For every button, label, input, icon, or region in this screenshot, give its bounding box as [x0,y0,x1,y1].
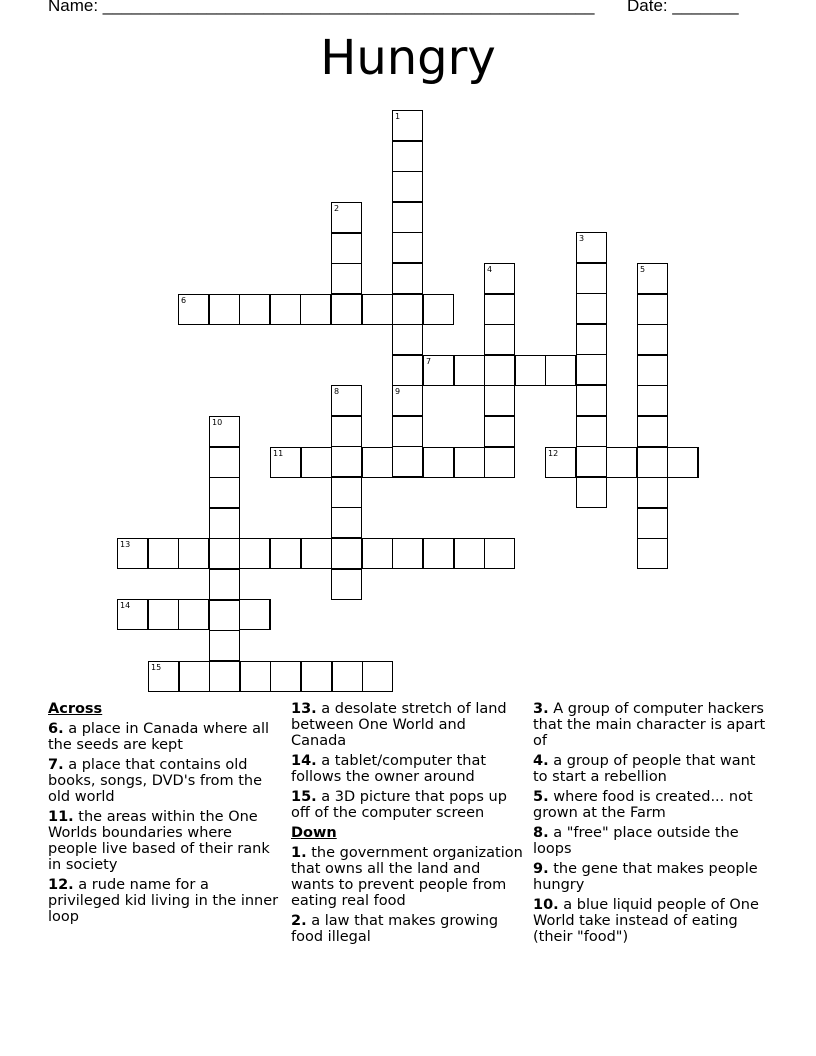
crossword-cell[interactable] [576,416,607,447]
crossword-cell[interactable] [331,477,362,508]
crossword-cell[interactable] [637,355,668,386]
crossword-cell[interactable] [331,233,362,264]
crossword-cell[interactable] [239,538,270,569]
crossword-cell[interactable] [392,416,423,447]
crossword-cell[interactable] [392,232,423,263]
crossword-cell[interactable] [576,477,607,508]
crossword-cell[interactable] [301,447,332,478]
crossword-cell[interactable] [209,538,240,569]
clue-down-4: 4. a group of people that want to start a rebellion [533,753,756,785]
crossword-cell[interactable] [148,599,179,630]
clue-column-3 [533,701,769,949]
crossword-cell[interactable] [362,661,393,692]
crossword-cell[interactable] [209,600,240,631]
crossword-cell[interactable] [576,446,607,477]
across-heading: Across [48,701,103,717]
clue-down-9: 9. the gene that makes people hungry [533,861,758,893]
crossword-cell[interactable] [300,294,331,325]
cell-number: 2 [334,204,340,213]
crossword-cell[interactable] [637,324,668,355]
crossword-cell[interactable] [240,661,271,692]
crossword-cell[interactable] [331,263,362,294]
crossword-cell[interactable] [637,538,668,569]
cell-number: 4 [487,265,493,274]
name-field-label: Name: ____________________________________________________ [48,0,595,15]
cell-number: 10 [212,418,223,427]
crossword-cell[interactable] [637,447,668,478]
crossword-cell[interactable] [270,538,301,569]
crossword-cell[interactable] [239,294,270,325]
crossword-cell[interactable] [209,294,240,325]
clue-down-1: 1. the government organization that owns all the land and wants to prevent people from eating real food [291,845,523,909]
crossword-cell[interactable] [392,446,423,477]
crossword-cell[interactable] [331,569,362,600]
clue-down-3: 3. A group of computer hackers that the main character is apart of [533,701,766,749]
crossword-cell[interactable] [331,294,362,325]
crossword-cell[interactable] [392,294,423,325]
crossword-cell[interactable] [178,538,209,569]
clue-column-1 [48,701,283,929]
clue-down-2: 2. a law that makes growing food illegal [291,913,499,945]
crossword-cell[interactable] [209,508,240,539]
crossword-cell[interactable] [392,141,423,172]
crossword-cell[interactable] [484,447,515,478]
crossword-cell[interactable] [270,661,301,692]
crossword-cell[interactable] [270,294,301,325]
crossword-cell[interactable] [484,538,515,569]
cell-number: 12 [548,449,559,458]
crossword-cell[interactable] [362,538,393,569]
cell-number: 13 [120,540,131,549]
clue-down-8: 8. a "free" place outside the loops [533,825,739,857]
crossword-cell[interactable] [362,294,393,325]
crossword-cell[interactable] [637,477,668,508]
cell-number: 6 [181,296,187,305]
crossword-cell[interactable] [454,355,485,386]
crossword-cell[interactable] [454,538,485,569]
crossword-cell[interactable] [637,294,668,325]
crossword-cell[interactable] [484,416,515,447]
crossword-cell[interactable] [484,324,515,355]
crossword-cell[interactable] [209,447,240,478]
clue-down-5: 5. where food is created... not grown at the Farm [533,789,753,821]
crossword-cell[interactable] [667,447,698,478]
crossword-cell[interactable] [331,538,362,569]
crossword-cell[interactable] [576,263,607,294]
crossword-cell[interactable] [331,507,362,538]
crossword-cell[interactable] [301,661,332,692]
crossword-cell[interactable] [301,538,332,569]
clue-column-2 [291,701,523,949]
crossword-cell[interactable] [484,294,515,325]
crossword-cell[interactable] [606,447,637,478]
crossword-cell[interactable] [576,324,607,355]
crossword-cell[interactable] [515,355,546,386]
crossword-cell[interactable] [178,599,209,630]
crossword-cell[interactable] [454,447,485,478]
clue-across-7: 7. a place that contains old books, songs, DVD's from the old world [48,757,263,805]
page-title: Hungry [320,30,496,86]
crossword-cell[interactable] [423,447,454,478]
crossword-cell[interactable] [576,354,607,385]
clue-across-6: 6. a place in Canada where all the seeds are kept [48,721,270,753]
crossword-cell[interactable] [637,385,668,416]
cell-number: 5 [640,265,646,274]
clue-across-12: 12. a rude name for a privileged kid living in the inner loop [48,877,279,925]
clue-across-11: 11. the areas within the One Worlds boundaries where people live based of their rank in society [48,809,270,873]
clue-across-13: 13. a desolate stretch of land between One World and Canada [291,701,507,749]
crossword-cell[interactable] [637,508,668,539]
crossword-cell[interactable] [392,171,423,202]
crossword-cell[interactable] [331,446,362,477]
crossword-cell[interactable] [423,294,454,325]
date-field-label: Date: _______ [627,0,739,15]
crossword-cell[interactable] [332,661,363,692]
crossword-cell[interactable] [209,630,240,661]
clue-across-14: 14. a tablet/computer that follows the owner around [291,753,487,785]
crossword-cell[interactable] [362,447,393,478]
crossword-cell[interactable] [637,416,668,447]
crossword-cell[interactable] [209,477,240,508]
crossword-cell[interactable] [484,355,515,386]
cell-number: 11 [273,449,284,458]
crossword-cell[interactable] [392,355,423,386]
cell-number: 15 [151,663,162,672]
crossword-cell[interactable] [576,293,607,324]
crossword-cell[interactable] [392,538,423,569]
crossword-cell[interactable] [239,599,270,630]
cell-number: 14 [120,601,131,610]
crossword-cell[interactable] [392,324,423,355]
crossword-cell[interactable] [209,569,240,600]
crossword-cell[interactable] [209,661,240,692]
crossword-cell[interactable] [484,385,515,416]
crossword-cell[interactable] [179,661,210,692]
crossword-cell[interactable] [331,416,362,447]
crossword-cell[interactable] [148,538,179,569]
crossword-cell[interactable] [576,385,607,416]
crossword-cell[interactable] [423,538,454,569]
crossword-cell[interactable] [392,202,423,233]
crossword-cell[interactable] [392,263,423,294]
cell-number: 9 [395,387,401,396]
cell-number: 8 [334,387,340,396]
down-heading: Down [291,825,337,841]
crossword-cell[interactable] [545,355,576,386]
clue-down-10: 10. a blue liquid people of One World take instead of eating (their "food") [533,897,759,945]
cell-number: 7 [426,357,432,366]
cell-number: 1 [395,112,401,121]
clue-across-15: 15. a 3D picture that pops up off of the computer screen [291,789,507,821]
cell-number: 3 [579,234,585,243]
